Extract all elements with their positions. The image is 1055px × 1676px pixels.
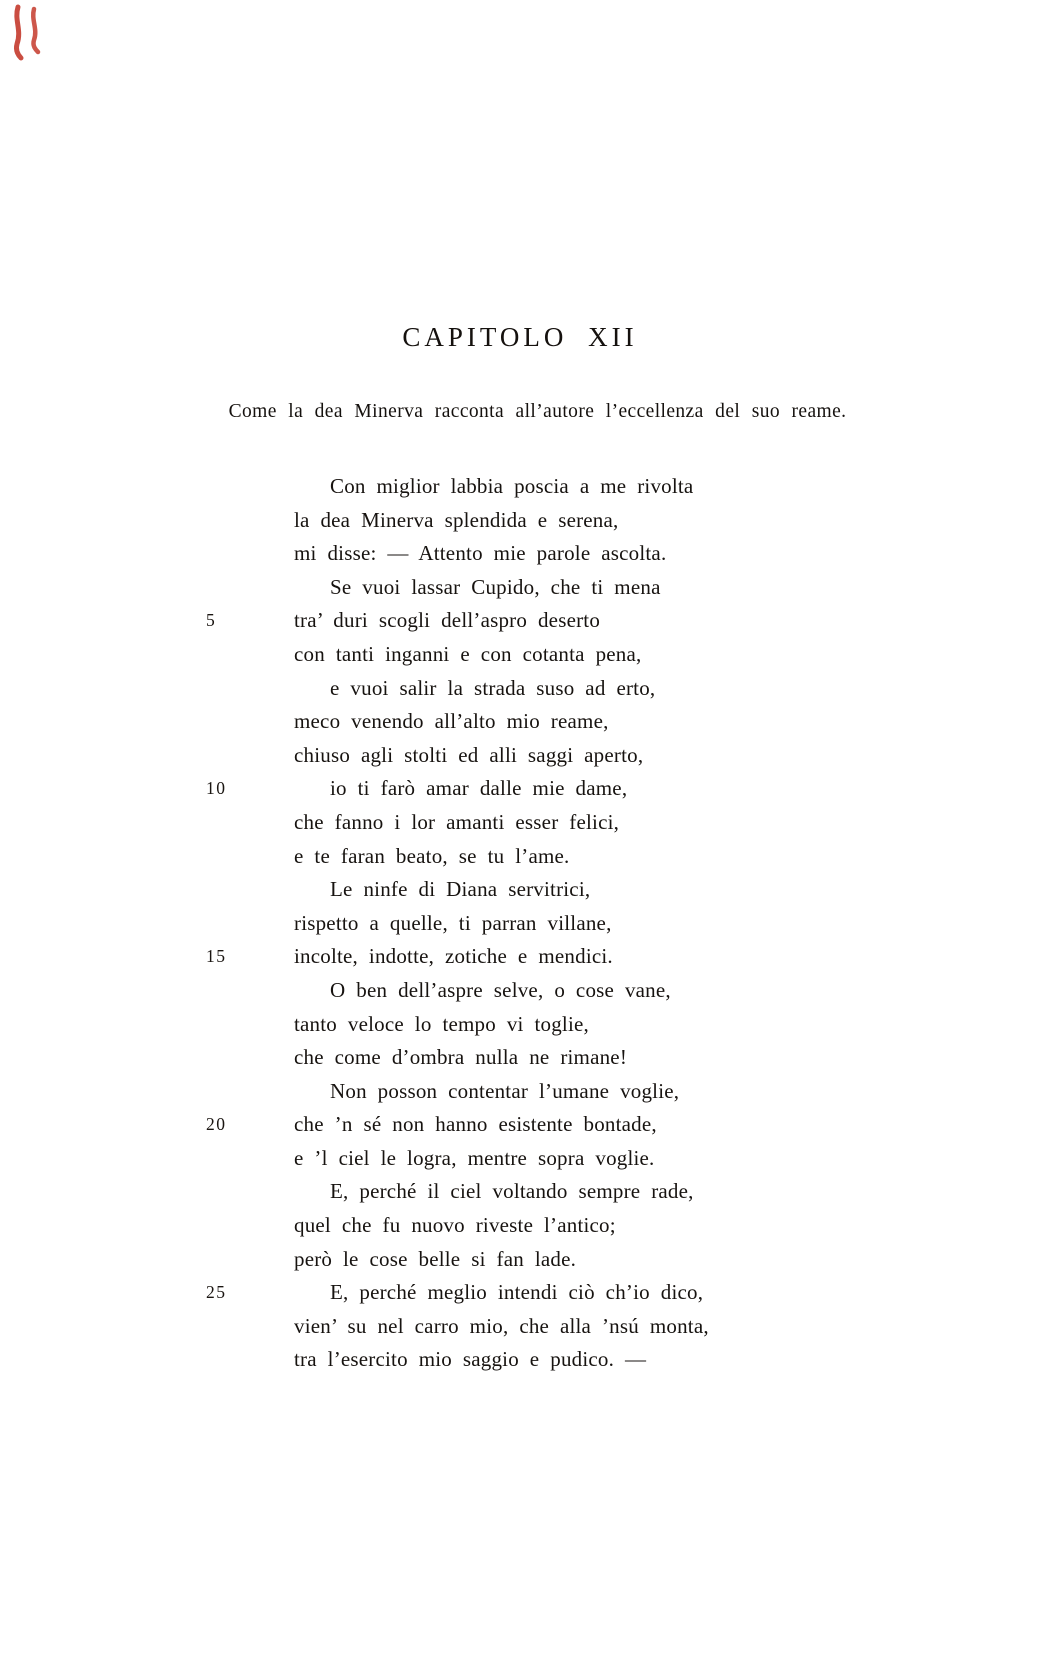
verse-text: E, perché il ciel voltando sempre rade, (330, 1179, 694, 1204)
line-number: 15 (206, 946, 227, 967)
poem-line (0, 1108, 1055, 1142)
poem-line (0, 1041, 1055, 1075)
poem-line (0, 1310, 1055, 1344)
verse-text: quel che fu nuovo riveste l’antico; (294, 1213, 616, 1238)
verse-text: con tanti inganni e con cotanta pena, (294, 641, 642, 666)
poem-line (0, 940, 1055, 974)
line-number: 5 (206, 610, 217, 631)
poem-line (0, 907, 1055, 941)
verse-text: meco venendo all’alto mio reame, (294, 709, 609, 734)
poem-line (0, 672, 1055, 706)
verse-text: tanto veloce lo tempo vi toglie, (294, 1011, 589, 1036)
poem-line (0, 739, 1055, 773)
poem-line (0, 537, 1055, 571)
verse-text: E, perché meglio intendi ciò ch’io dico, (330, 1280, 704, 1305)
poem-line (0, 571, 1055, 605)
chapter-subtitle: Come la dea Minerva racconta all’autore l’eccellenza del suo reame. (228, 401, 847, 422)
poem-line (0, 1008, 1055, 1042)
verse-text: che ’n sé non hanno esistente bontade, (294, 1112, 657, 1137)
poem-body (0, 470, 1055, 1377)
verse-text: Con miglior labbia poscia a me rivolta (330, 474, 694, 498)
verse-text: rispetto a quelle, ti parran villane, (294, 910, 612, 935)
verse-text: tra’ duri scogli dell’aspro deserto (294, 608, 601, 633)
verse-text: e te faran beato, se tu l’ame. (294, 843, 570, 868)
verse-text: O ben dell’aspre selve, o cose vane, (330, 977, 671, 1002)
verse-text: la dea Minerva splendida e serena, (294, 507, 619, 532)
chapter-title: CAPITOLO XII (402, 322, 638, 352)
poem-line (0, 1175, 1055, 1209)
poem-line (0, 1276, 1055, 1310)
poem-line (0, 806, 1055, 840)
verse-text: mi disse: — Attento mie parole ascolta. (294, 541, 667, 566)
verse-text: Non posson contentar l’umane voglie, (330, 1078, 680, 1103)
verse-text: e ’l ciel le logra, mentre sopra voglie. (294, 1145, 655, 1170)
red-pen-mark (8, 2, 52, 64)
poem-line (0, 840, 1055, 874)
poem-line (0, 638, 1055, 672)
poem-line (0, 1142, 1055, 1176)
poem-line (0, 974, 1055, 1008)
poem-line (0, 1075, 1055, 1109)
poem-line (0, 873, 1055, 907)
poem-line (0, 604, 1055, 638)
poem-line (0, 1209, 1055, 1243)
poem-line (0, 705, 1055, 739)
line-number: 20 (206, 1114, 227, 1135)
verse-text: Le ninfe di Diana servitrici, (330, 877, 591, 902)
verse-text: tra l’esercito mio saggio e pudico. — (294, 1347, 647, 1372)
verse-text: che fanno i lor amanti esser felici, (294, 809, 620, 834)
poem-line (0, 504, 1055, 538)
verse-text: incolte, indotte, zotiche e mendici. (294, 944, 613, 969)
poem-line (0, 1243, 1055, 1277)
poem-line (0, 470, 1055, 504)
verse-text: Se vuoi lassar Cupido, che ti mena (330, 574, 661, 599)
line-number: 25 (206, 1282, 227, 1303)
verse-text: però le cose belle si fan lade. (294, 1246, 577, 1271)
verse-text: chiuso agli stolti ed alli saggi aperto, (294, 742, 644, 767)
verse-text: io ti farò amar dalle mie dame, (330, 776, 628, 801)
poem-line (0, 772, 1055, 806)
verse-text: e vuoi salir la strada suso ad erto, (330, 675, 656, 700)
verse-text: vien’ su nel carro mio, che alla ’nsú monta, (294, 1313, 709, 1338)
verse-text: che come d’ombra nulla ne rimane! (294, 1045, 628, 1070)
poem-line (0, 1343, 1055, 1377)
line-number: 10 (206, 778, 227, 799)
